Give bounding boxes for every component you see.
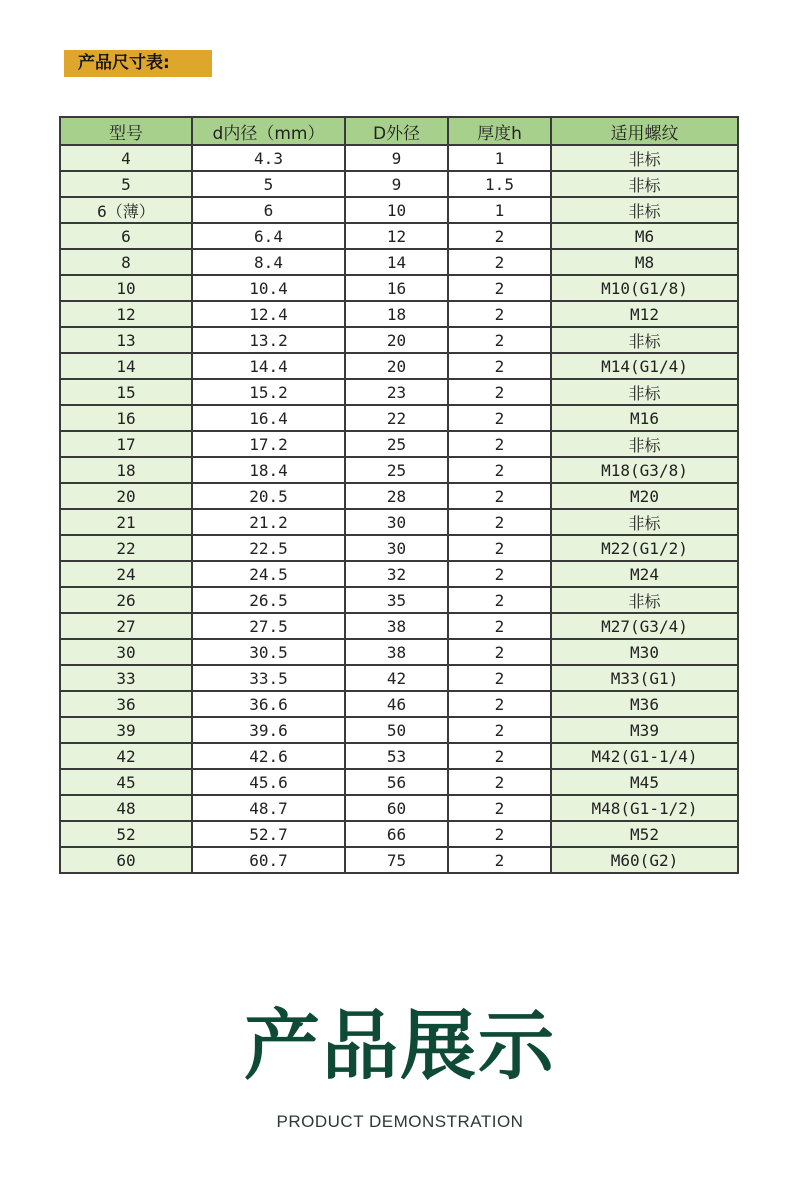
cell-outer-diameter: 25 bbox=[345, 457, 448, 483]
cell-outer-diameter: 60 bbox=[345, 795, 448, 821]
table-row bbox=[60, 795, 738, 821]
cell-model: 22 bbox=[60, 535, 192, 561]
cell-inner-diameter: 14.4 bbox=[192, 353, 345, 379]
table-header-row bbox=[60, 117, 738, 145]
table-row bbox=[60, 717, 738, 743]
cell-model: 13 bbox=[60, 327, 192, 353]
cell-thickness: 1 bbox=[448, 145, 551, 171]
column-header-thickness: 厚度h bbox=[448, 117, 551, 145]
cell-model: 42 bbox=[60, 743, 192, 769]
table-body bbox=[60, 145, 738, 873]
table-row bbox=[60, 353, 738, 379]
cell-outer-diameter: 42 bbox=[345, 665, 448, 691]
table-row bbox=[60, 665, 738, 691]
cell-model: 39 bbox=[60, 717, 192, 743]
cell-thickness: 2 bbox=[448, 613, 551, 639]
cell-thread: M18(G3/8) bbox=[551, 457, 738, 483]
cell-inner-diameter: 48.7 bbox=[192, 795, 345, 821]
cell-model: 16 bbox=[60, 405, 192, 431]
column-header-thread: 适用螺纹 bbox=[551, 117, 738, 145]
column-header-model: 型号 bbox=[60, 117, 192, 145]
table-row bbox=[60, 301, 738, 327]
cell-thread: M22(G1/2) bbox=[551, 535, 738, 561]
cell-thickness: 2 bbox=[448, 509, 551, 535]
cell-model: 48 bbox=[60, 795, 192, 821]
cell-thread: M36 bbox=[551, 691, 738, 717]
cell-thread: M33(G1) bbox=[551, 665, 738, 691]
cell-thickness: 2 bbox=[448, 327, 551, 353]
cell-thread: M42(G1-1/4) bbox=[551, 743, 738, 769]
cell-thickness: 2 bbox=[448, 223, 551, 249]
table-row bbox=[60, 483, 738, 509]
cell-model: 26 bbox=[60, 587, 192, 613]
cell-thickness: 2 bbox=[448, 639, 551, 665]
cell-thread: 非标 bbox=[551, 379, 738, 405]
cell-thickness: 2 bbox=[448, 561, 551, 587]
cell-model: 21 bbox=[60, 509, 192, 535]
cell-thickness: 2 bbox=[448, 665, 551, 691]
cell-outer-diameter: 30 bbox=[345, 509, 448, 535]
cell-outer-diameter: 12 bbox=[345, 223, 448, 249]
cell-model: 30 bbox=[60, 639, 192, 665]
cell-outer-diameter: 56 bbox=[345, 769, 448, 795]
cell-thread: 非标 bbox=[551, 431, 738, 457]
cell-outer-diameter: 35 bbox=[345, 587, 448, 613]
cell-outer-diameter: 16 bbox=[345, 275, 448, 301]
cell-inner-diameter: 12.4 bbox=[192, 301, 345, 327]
table-row bbox=[60, 197, 738, 223]
cell-outer-diameter: 46 bbox=[345, 691, 448, 717]
cell-model: 52 bbox=[60, 821, 192, 847]
cell-outer-diameter: 53 bbox=[345, 743, 448, 769]
cell-inner-diameter: 15.2 bbox=[192, 379, 345, 405]
cell-thread: M8 bbox=[551, 249, 738, 275]
cell-thickness: 2 bbox=[448, 717, 551, 743]
table-row bbox=[60, 223, 738, 249]
cell-thickness: 2 bbox=[448, 535, 551, 561]
table-row bbox=[60, 821, 738, 847]
size-table bbox=[59, 116, 739, 874]
table-row bbox=[60, 379, 738, 405]
cell-thickness: 2 bbox=[448, 405, 551, 431]
cell-thickness: 2 bbox=[448, 301, 551, 327]
cell-model: 10 bbox=[60, 275, 192, 301]
cell-inner-diameter: 10.4 bbox=[192, 275, 345, 301]
cell-inner-diameter: 45.6 bbox=[192, 769, 345, 795]
cell-model: 24 bbox=[60, 561, 192, 587]
table-row bbox=[60, 249, 738, 275]
cell-thread: M20 bbox=[551, 483, 738, 509]
table-row bbox=[60, 847, 738, 873]
cell-thread: M45 bbox=[551, 769, 738, 795]
table-row bbox=[60, 561, 738, 587]
table-row bbox=[60, 405, 738, 431]
cell-thickness: 2 bbox=[448, 379, 551, 405]
cell-inner-diameter: 27.5 bbox=[192, 613, 345, 639]
table-row bbox=[60, 171, 738, 197]
cell-outer-diameter: 28 bbox=[345, 483, 448, 509]
cell-thickness: 1 bbox=[448, 197, 551, 223]
cell-inner-diameter: 20.5 bbox=[192, 483, 345, 509]
cell-outer-diameter: 20 bbox=[345, 327, 448, 353]
cell-inner-diameter: 16.4 bbox=[192, 405, 345, 431]
table-row bbox=[60, 769, 738, 795]
cell-inner-diameter: 24.5 bbox=[192, 561, 345, 587]
cell-inner-diameter: 18.4 bbox=[192, 457, 345, 483]
cell-outer-diameter: 22 bbox=[345, 405, 448, 431]
cell-inner-diameter: 52.7 bbox=[192, 821, 345, 847]
cell-thread: 非标 bbox=[551, 145, 738, 171]
table-row bbox=[60, 145, 738, 171]
cell-thread: M12 bbox=[551, 301, 738, 327]
cell-thickness: 2 bbox=[448, 457, 551, 483]
showcase-subtitle: PRODUCT DEMONSTRATION bbox=[276, 1112, 524, 1131]
cell-outer-diameter: 30 bbox=[345, 535, 448, 561]
cell-thread: 非标 bbox=[551, 587, 738, 613]
cell-thickness: 2 bbox=[448, 847, 551, 873]
cell-outer-diameter: 50 bbox=[345, 717, 448, 743]
cell-thread: M48(G1-1/2) bbox=[551, 795, 738, 821]
cell-thickness: 2 bbox=[448, 483, 551, 509]
cell-model: 17 bbox=[60, 431, 192, 457]
cell-outer-diameter: 9 bbox=[345, 145, 448, 171]
cell-inner-diameter: 6 bbox=[192, 197, 345, 223]
cell-outer-diameter: 9 bbox=[345, 171, 448, 197]
cell-outer-diameter: 20 bbox=[345, 353, 448, 379]
cell-thread: 非标 bbox=[551, 197, 738, 223]
size-table-label: 产品尺寸表: bbox=[64, 50, 212, 77]
cell-thread: M52 bbox=[551, 821, 738, 847]
cell-inner-diameter: 60.7 bbox=[192, 847, 345, 873]
cell-thread: M39 bbox=[551, 717, 738, 743]
cell-inner-diameter: 26.5 bbox=[192, 587, 345, 613]
cell-model: 18 bbox=[60, 457, 192, 483]
cell-inner-diameter: 4.3 bbox=[192, 145, 345, 171]
cell-thread: M10(G1/8) bbox=[551, 275, 738, 301]
table-row bbox=[60, 431, 738, 457]
cell-thickness: 1.5 bbox=[448, 171, 551, 197]
cell-model: 5 bbox=[60, 171, 192, 197]
cell-thickness: 2 bbox=[448, 249, 551, 275]
column-header-outer-diameter: D外径 bbox=[345, 117, 448, 145]
cell-thickness: 2 bbox=[448, 743, 551, 769]
showcase-title: 产品展示 bbox=[244, 1001, 556, 1090]
cell-model: 20 bbox=[60, 483, 192, 509]
cell-model: 6（薄） bbox=[60, 197, 192, 223]
cell-thread: 非标 bbox=[551, 509, 738, 535]
table-row bbox=[60, 691, 738, 717]
cell-inner-diameter: 42.6 bbox=[192, 743, 345, 769]
cell-thread: M14(G1/4) bbox=[551, 353, 738, 379]
table-row bbox=[60, 275, 738, 301]
table-row bbox=[60, 639, 738, 665]
table-row bbox=[60, 535, 738, 561]
cell-thickness: 2 bbox=[448, 821, 551, 847]
cell-inner-diameter: 8.4 bbox=[192, 249, 345, 275]
cell-model: 4 bbox=[60, 145, 192, 171]
cell-inner-diameter: 17.2 bbox=[192, 431, 345, 457]
cell-inner-diameter: 6.4 bbox=[192, 223, 345, 249]
cell-thickness: 2 bbox=[448, 353, 551, 379]
cell-model: 36 bbox=[60, 691, 192, 717]
cell-thread: M6 bbox=[551, 223, 738, 249]
cell-model: 14 bbox=[60, 353, 192, 379]
cell-outer-diameter: 66 bbox=[345, 821, 448, 847]
cell-outer-diameter: 75 bbox=[345, 847, 448, 873]
cell-thread: 非标 bbox=[551, 171, 738, 197]
cell-outer-diameter: 32 bbox=[345, 561, 448, 587]
cell-outer-diameter: 38 bbox=[345, 639, 448, 665]
cell-outer-diameter: 23 bbox=[345, 379, 448, 405]
cell-inner-diameter: 21.2 bbox=[192, 509, 345, 535]
cell-model: 60 bbox=[60, 847, 192, 873]
cell-model: 12 bbox=[60, 301, 192, 327]
cell-outer-diameter: 10 bbox=[345, 197, 448, 223]
table-row bbox=[60, 587, 738, 613]
cell-thread: M16 bbox=[551, 405, 738, 431]
cell-thread: M24 bbox=[551, 561, 738, 587]
cell-model: 33 bbox=[60, 665, 192, 691]
cell-inner-diameter: 33.5 bbox=[192, 665, 345, 691]
column-header-inner-diameter: d内径（mm） bbox=[192, 117, 345, 145]
cell-thread: M30 bbox=[551, 639, 738, 665]
cell-thickness: 2 bbox=[448, 769, 551, 795]
cell-thread: 非标 bbox=[551, 327, 738, 353]
cell-model: 15 bbox=[60, 379, 192, 405]
table-row bbox=[60, 509, 738, 535]
cell-model: 27 bbox=[60, 613, 192, 639]
cell-thickness: 2 bbox=[448, 587, 551, 613]
cell-thread: M27(G3/4) bbox=[551, 613, 738, 639]
cell-thickness: 2 bbox=[448, 795, 551, 821]
cell-thickness: 2 bbox=[448, 431, 551, 457]
cell-thread: M60(G2) bbox=[551, 847, 738, 873]
cell-thickness: 2 bbox=[448, 275, 551, 301]
cell-outer-diameter: 38 bbox=[345, 613, 448, 639]
cell-inner-diameter: 5 bbox=[192, 171, 345, 197]
cell-model: 6 bbox=[60, 223, 192, 249]
cell-model: 8 bbox=[60, 249, 192, 275]
table-row bbox=[60, 327, 738, 353]
cell-inner-diameter: 13.2 bbox=[192, 327, 345, 353]
cell-inner-diameter: 39.6 bbox=[192, 717, 345, 743]
cell-model: 45 bbox=[60, 769, 192, 795]
cell-inner-diameter: 30.5 bbox=[192, 639, 345, 665]
cell-inner-diameter: 22.5 bbox=[192, 535, 345, 561]
table-row bbox=[60, 613, 738, 639]
cell-inner-diameter: 36.6 bbox=[192, 691, 345, 717]
cell-outer-diameter: 25 bbox=[345, 431, 448, 457]
table-row bbox=[60, 457, 738, 483]
table-row bbox=[60, 743, 738, 769]
size-table-container bbox=[59, 116, 737, 874]
cell-outer-diameter: 18 bbox=[345, 301, 448, 327]
cell-outer-diameter: 14 bbox=[345, 249, 448, 275]
cell-thickness: 2 bbox=[448, 691, 551, 717]
